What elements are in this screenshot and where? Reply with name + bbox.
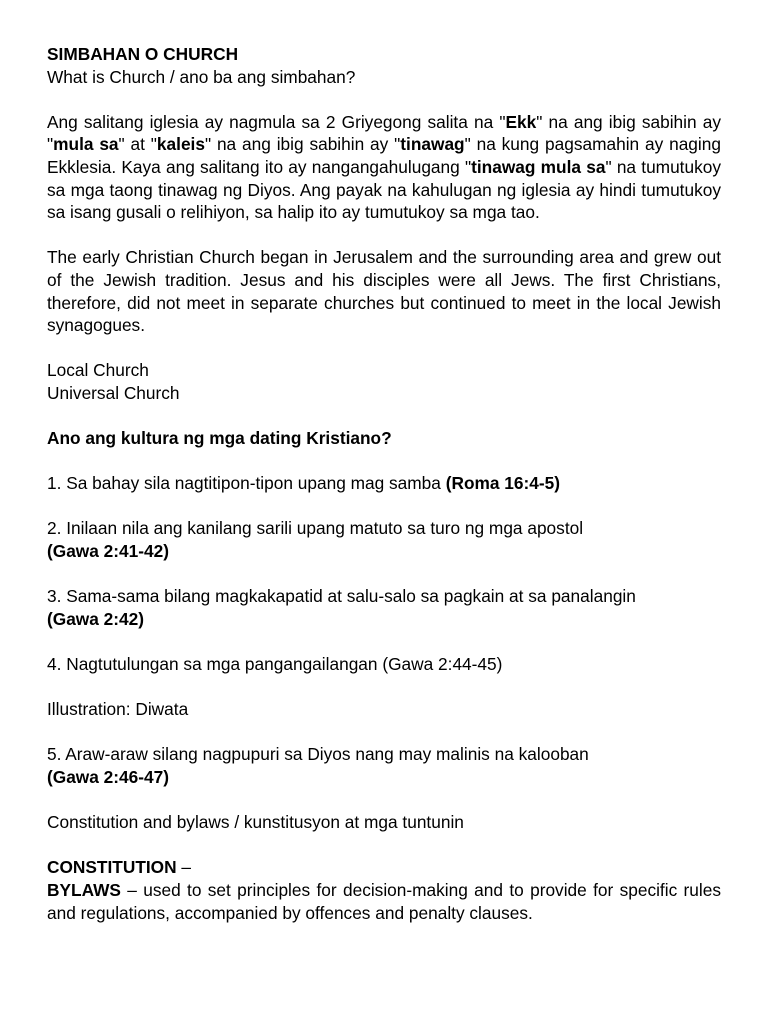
list-item-1: 1. Sa bahay sila nagtitipon-tipon upang mag samba (Roma 16:4-5)	[47, 473, 560, 494]
list-item-4: 4. Nagtutulungan sa mga pangangailangan (Gawa 2:44-45)	[47, 654, 503, 675]
spacer	[47, 88, 721, 111]
constitution-bylaws-line: Constitution and bylaws / kunstitusyon at mga tuntunin	[47, 812, 464, 833]
spacer	[47, 450, 721, 473]
spacer	[47, 224, 721, 247]
spacer	[47, 563, 721, 586]
bylaws-definition: BYLAWS – used to set principles for decision-making and to provide for specific rules and regulations, accompanied by offences and penalty clauses.	[47, 879, 721, 923]
culture-heading: Ano ang kultura ng mga dating Kristiano?	[47, 428, 392, 449]
spacer	[47, 495, 721, 518]
spacer	[47, 721, 721, 744]
history-paragraph: The early Christian Church began in Jerusalem and the surrounding area and grew out of the Jewish tradition. Jesus and his disciples were all Jews. The first Christians, therefore, did not meet in separate churches but continued to meet in the local Jewish synagogues.	[47, 247, 721, 336]
list-item-3-ref: (Gawa 2:42)	[47, 608, 145, 629]
list-item-2: 2. Inilaan nila ang kanilang sarili upang matuto sa turo ng mga apostol	[47, 518, 584, 539]
local-church-line: Local Church	[47, 360, 149, 381]
document-title: SIMBAHAN O CHURCH	[47, 44, 239, 64]
spacer	[47, 789, 721, 812]
spacer	[47, 337, 721, 360]
spacer	[47, 676, 721, 699]
document-page	[47, 43, 721, 924]
constitution-definition: CONSTITUTION –	[47, 857, 192, 878]
universal-church-line: Universal Church	[47, 382, 180, 403]
etymology-paragraph: Ang salitang iglesia ay nagmula sa 2 Griyegong salita na "Ekk" na ang ibig sabihin ay "mula sa" at "kaleis" na ang ibig sabihin ay "tinawag" na kung pagsamahin ay naging Ekklesia. Kaya ang salitang ito ay nangangahulugang "tinawag mula sa" na tumutukoy sa mga taong tinawag ng Diyos. Ang payak na kahulugan ng iglesia ay hindi tumutukoy sa isang gusali o relihiyon, sa halip ito ay tumutukoy sa mga tao.	[47, 111, 721, 223]
list-item-5-ref: (Gawa 2:46-47)	[47, 767, 169, 787]
list-item-5: 5. Araw-araw silang nagpupuri sa Diyos nang may malinis na kalooban	[47, 744, 589, 765]
illustration-line: Illustration: Diwata	[47, 699, 189, 720]
list-item-3: 3. Sama-sama bilang magkakapatid at salu-salo sa pagkain at sa panalangin	[47, 586, 636, 607]
document-subtitle: What is Church / ano ba ang simbahan?	[47, 66, 356, 87]
spacer	[47, 630, 721, 653]
spacer	[47, 405, 721, 428]
list-item-2-ref: (Gawa 2:41-42)	[47, 541, 169, 562]
spacer	[47, 834, 721, 857]
